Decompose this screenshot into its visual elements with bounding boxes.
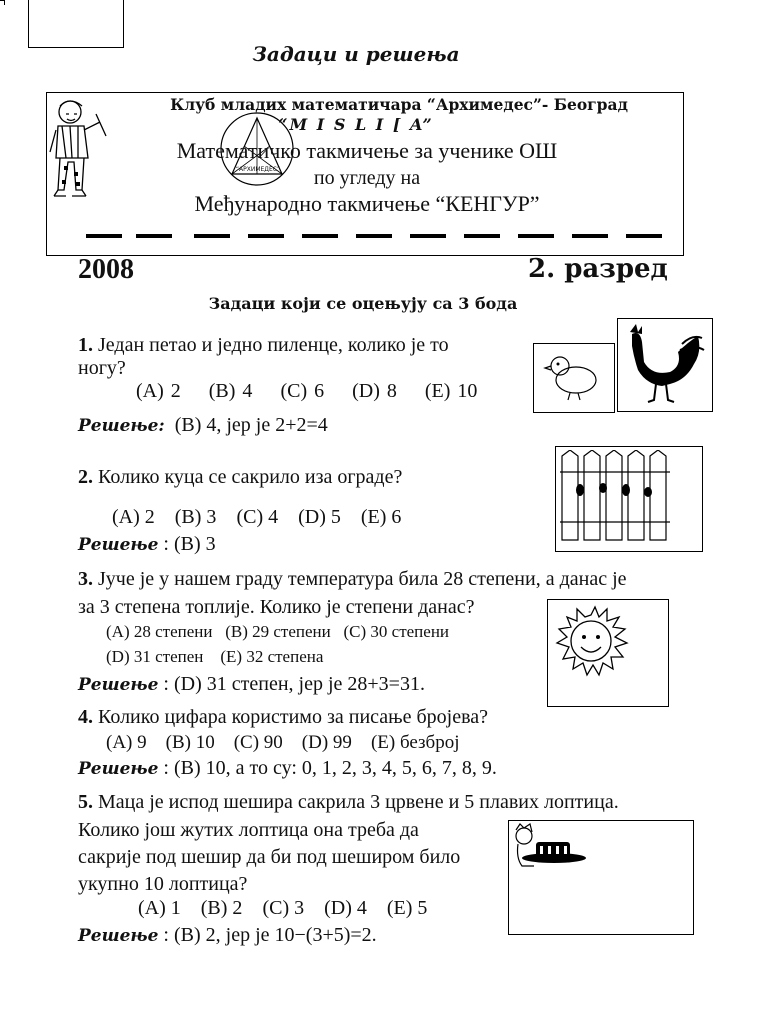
header-line-3: Међународно такмичење “КЕНГУР” bbox=[194, 191, 540, 216]
problem-2-solution: Решење : (B) 3 bbox=[78, 533, 216, 555]
corner-box bbox=[28, 0, 124, 48]
cat-hat-icon bbox=[512, 822, 592, 872]
problem-1-text-line2: ногу? bbox=[78, 357, 126, 379]
problem-3-solution: Решење : (D) 31 степен, јер је 28+3=31. bbox=[78, 673, 425, 695]
problem-2-text: 2. Колико куца се сакрило иза ограде? bbox=[78, 466, 403, 488]
problem-1-solution: Решење: (B) 4, јер је 2+2=4 bbox=[78, 414, 328, 436]
grade: 2. разред bbox=[528, 254, 668, 284]
section-title: Задаци који се оцењују са 3 бода bbox=[208, 294, 518, 313]
corner-mark bbox=[0, 0, 5, 5]
problem-3-answers-row1: (A) 28 степени (B) 29 степени (C) 30 степени bbox=[106, 622, 450, 641]
problem-3-answers-row2: (D) 31 степен (E) 32 степена bbox=[106, 647, 324, 666]
problem-3-text-line1: 3. Јуче је у нашем граду температура била 28 степени, а данас је bbox=[78, 568, 627, 590]
mislija-title: “M I S L I [ A” bbox=[278, 115, 434, 134]
problem-4-text: 4. Колико цифара користимо за писање бројева? bbox=[78, 706, 489, 728]
problem-5-solution: Решење : (B) 2, јер је 10−(3+5)=2. bbox=[78, 924, 377, 946]
year: 2008 bbox=[78, 254, 134, 285]
page-title: Задаци и решења bbox=[252, 42, 460, 66]
chick-icon bbox=[538, 348, 608, 406]
problem-5-text-line4: укупно 10 лоптица? bbox=[78, 873, 248, 895]
header-dashes bbox=[86, 232, 682, 240]
problem-4-answers: (A) 9 (B) 10 (C) 90 (D) 99 (E) безброј bbox=[106, 732, 460, 753]
header-line-1: Математичко такмичење за ученике ОШ bbox=[176, 138, 558, 163]
problem-5-answers: (A) 1 (B) 2 (C) 3 (D) 4 (E) 5 bbox=[138, 897, 428, 919]
club-name: Клуб младих математичара “Архимедес”- Београд bbox=[170, 95, 628, 114]
rooster-icon bbox=[622, 322, 706, 406]
problem-3-text-line2: за 3 степена топлије. Колико је степени данас? bbox=[78, 596, 475, 618]
problem-5-text-line3: сакрије под шешир да би под шеширом било bbox=[78, 846, 461, 868]
problem-4-solution: Решење : (B) 10, а то су: 0, 1, 2, 3, 4, 5, 6, 7, 8, 9. bbox=[78, 757, 497, 779]
logo-text: “АРХИМЕДЕС” bbox=[235, 166, 281, 173]
header-line-2: по угледу на bbox=[313, 167, 421, 189]
fence-dogs-icon bbox=[560, 450, 696, 546]
boy-drawing-icon bbox=[48, 96, 108, 210]
problem-5-text-line1: 5. Маца је испод шешира сакрила 3 црвене и 5 плавих лоптица. bbox=[78, 791, 619, 813]
problem-1-answers: (A) 2 (B) 4 (C) 6 (D) 8 (E) 10 bbox=[136, 380, 478, 402]
problem-5-text-line2: Колико још жутих лоптица она треба да bbox=[78, 819, 419, 841]
problem-2-answers: (A) 2 (B) 3 (C) 4 (D) 5 (E) 6 bbox=[112, 506, 402, 528]
problem-1-text-line1: 1. Један петао и једно пиленце, колико је то bbox=[78, 334, 449, 356]
sun-icon bbox=[553, 601, 633, 681]
